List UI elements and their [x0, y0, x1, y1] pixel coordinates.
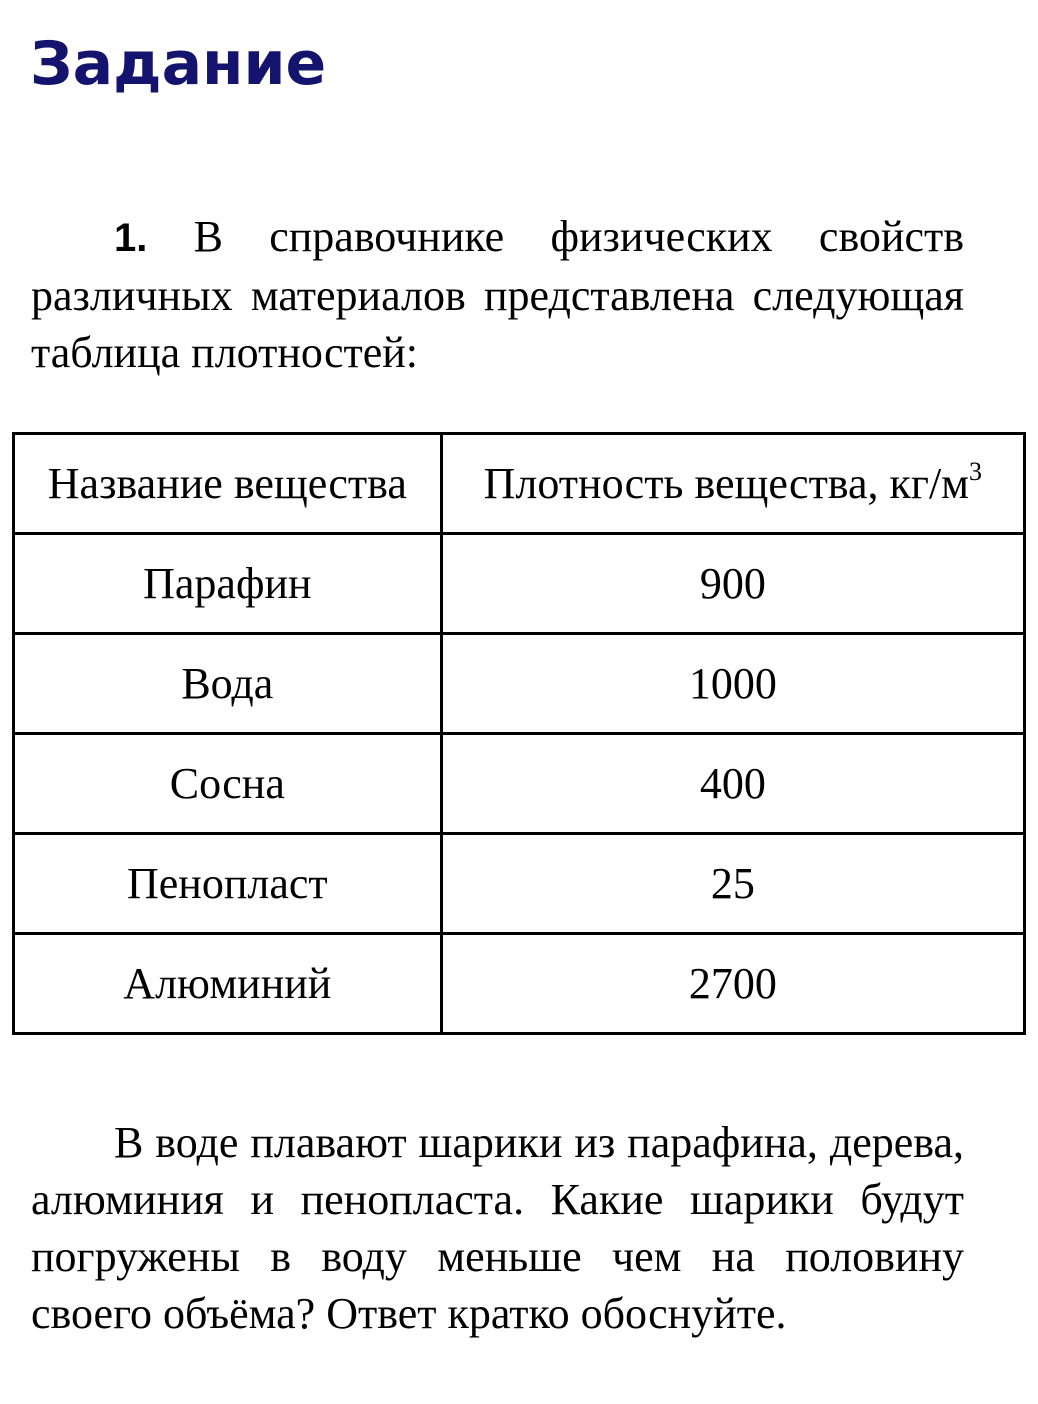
density-cell: 400	[441, 734, 1024, 834]
table-row	[14, 834, 1025, 934]
density-cell: 2700	[441, 934, 1024, 1034]
substance-cell: Парафин	[14, 534, 442, 634]
table-row	[14, 734, 1025, 834]
task-number: 1.	[114, 216, 148, 260]
table-row	[14, 534, 1025, 634]
unit-exponent: 3	[969, 457, 983, 486]
substance-cell: Пенопласт	[14, 834, 442, 934]
page-title: Задание	[30, 29, 327, 99]
task-intro-text: В справочнике физических свойств различных материалов представлена следующая таблица плотностей:	[31, 212, 964, 377]
table-header-row	[14, 434, 1025, 534]
substance-cell: Вода	[14, 634, 442, 734]
density-cell: 900	[441, 534, 1024, 634]
density-cell: 1000	[441, 634, 1024, 734]
density-table	[12, 432, 1026, 1035]
substance-cell: Алюминий	[14, 934, 442, 1034]
task-intro-paragraph	[31, 208, 964, 381]
density-cell: 25	[441, 834, 1024, 934]
column-header-density: Плотность вещества, $кг/м^3$	[441, 434, 1024, 534]
column-header-substance: Название вещества	[14, 434, 442, 534]
task-question-paragraph: В воде плавают шарики из парафина, дерева, алюминия и пенопласта. Какие шарики будут погружены в воду меньше чем на половину своего объёма? Ответ кратко обоснуйте.	[31, 1118, 964, 1338]
table-row	[14, 934, 1025, 1034]
table-row	[14, 634, 1025, 734]
substance-cell: Сосна	[14, 734, 442, 834]
